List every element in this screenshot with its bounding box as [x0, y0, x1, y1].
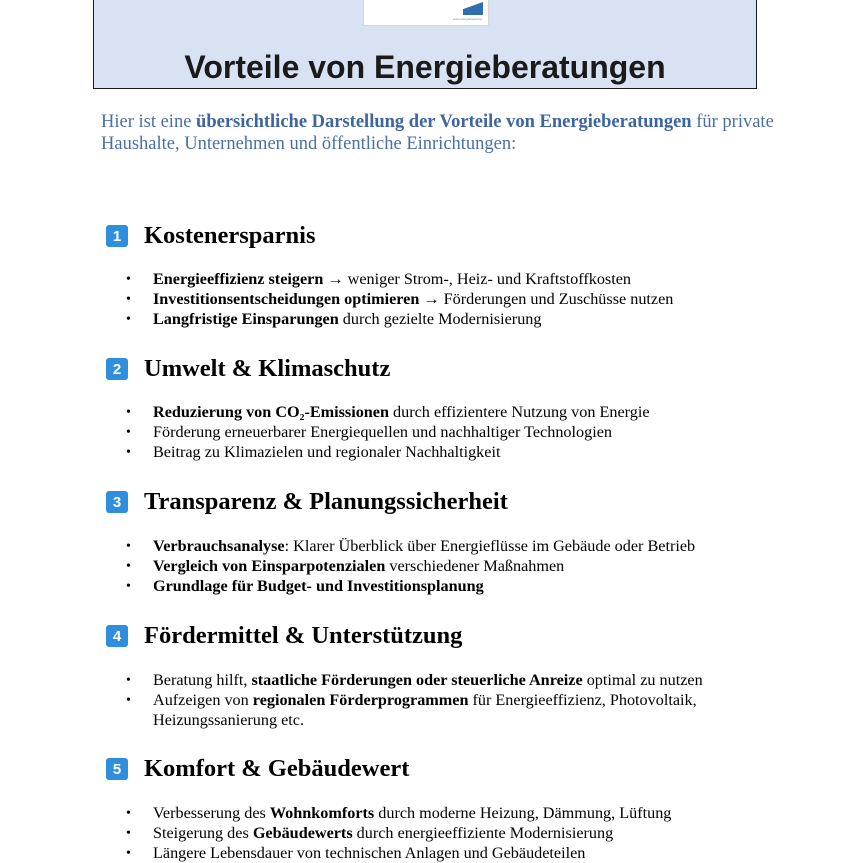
bullet-list	[126, 270, 793, 329]
section-kostenersparnis	[106, 221, 806, 328]
item-bold: Verbrauchsanalyse	[153, 537, 285, 555]
list-item	[126, 671, 793, 691]
section-title: Komfort & Gebäudewert	[144, 755, 410, 782]
section-transparenz	[106, 487, 806, 595]
item-text: Steigerung des	[153, 823, 253, 842]
section-title: Kostenersparnis	[144, 222, 316, 249]
item-bold: Grundlage für Budget- und Investitionsplanung	[153, 576, 484, 595]
list-item	[126, 824, 793, 844]
bullet-list	[126, 804, 793, 863]
number-badge-icon: 2	[106, 358, 128, 380]
item-text: durch moderne Heizung, Dämmung, Lüftung	[374, 804, 672, 822]
item-bold: Vergleich von Einsparpotenzialen	[153, 556, 386, 575]
intro-text-start: Hier ist eine	[101, 112, 197, 132]
item-text: Verbesserung des	[153, 804, 270, 822]
section-komfort-gebaeudewert	[106, 754, 806, 862]
item-text: Förderung erneuerbarer Energiequellen und nachhaltiger Technologien	[153, 422, 612, 441]
number-badge-icon: 5	[106, 758, 128, 780]
intro-paragraph	[101, 111, 791, 155]
item-text: Längere Lebensdauer von technischen Anlagen und Gebäudeteilen	[153, 843, 586, 862]
list-item	[126, 804, 793, 824]
number-badge-icon: 3	[106, 491, 128, 513]
logo	[363, 0, 489, 26]
item-text: Beratung hilft,	[153, 671, 252, 689]
item-bold: Reduzierung von CO₂-Emissionen	[153, 403, 389, 421]
item-text: verschiedener Maßnahmen	[385, 556, 565, 575]
logo-tagline: www.energieberatung	[452, 17, 482, 21]
list-item	[126, 691, 753, 731]
list-item	[126, 290, 793, 310]
section-heading	[106, 221, 806, 251]
section-title: Transparenz & Planungssicherheit	[144, 488, 508, 515]
list-item	[126, 270, 793, 290]
item-bold: Wohnkomforts	[269, 804, 375, 822]
item-text: durch gezielte Modernisierung	[338, 309, 542, 328]
item-bold: Langfristige Einsparungen	[153, 309, 339, 328]
item-bold: Gebäudewerts	[252, 823, 353, 842]
item-text: → Förderungen und Zuschüsse nutzen	[419, 289, 674, 308]
item-text: Aufzeigen von	[153, 690, 253, 709]
section-foerdermittel	[106, 621, 806, 729]
item-text: Beitrag zu Klimazielen und regionaler Nachhaltigkeit	[153, 442, 501, 461]
number-badge-icon: 4	[106, 625, 128, 647]
header-banner	[93, 0, 757, 89]
list-item	[126, 557, 793, 577]
list-item	[126, 310, 793, 330]
bullet-list	[126, 537, 793, 596]
page-title: Vorteile von Energieberatungen	[184, 49, 666, 85]
item-text: : Klarer Überblick über Energieflüsse im Gebäude oder Betrieb	[284, 537, 696, 555]
item-text: durch effizientere Nutzung von Energie	[389, 403, 650, 421]
list-item	[126, 403, 793, 423]
item-bold: staatliche Förderungen oder steuerliche Anreize	[251, 671, 583, 689]
list-item	[126, 537, 793, 557]
section-title: Umwelt & Klimaschutz	[144, 355, 391, 382]
item-bold: Investitionsentscheidungen optimieren	[153, 289, 420, 308]
list-item	[126, 577, 793, 597]
section-title: Fördermittel & Unterstützung	[144, 622, 463, 649]
item-bold: regionalen Förderprogrammen	[252, 690, 469, 709]
number-badge-icon: 1	[106, 225, 128, 247]
bullet-list	[126, 671, 793, 730]
intro-text-bold: übersichtliche Darstellung der Vorteile von Energieberatungen	[196, 112, 692, 132]
item-text: optimal zu nutzen	[582, 671, 703, 689]
list-item	[126, 423, 793, 443]
item-bold: Energieeffizienz steigern	[153, 270, 324, 288]
logo-graphic-icon	[463, 2, 483, 15]
section-heading	[106, 621, 806, 651]
list-item	[126, 443, 793, 463]
section-umwelt-klimaschutz	[106, 354, 806, 461]
list-item	[126, 844, 793, 863]
bullet-list	[126, 403, 793, 462]
item-text: für Energieeffizienz, Photovoltaik, Heizungssanierung etc.	[153, 690, 697, 729]
section-heading	[106, 754, 806, 784]
section-heading	[106, 487, 806, 517]
intro-text-end: für private Haushalte, Unternehmen und öffentliche Einrichtungen:	[101, 112, 774, 154]
item-text: durch energieeffiziente Modernisierung	[352, 823, 614, 842]
section-heading	[106, 354, 806, 384]
item-text: → weniger Strom-, Heiz- und Kraftstoffkosten	[323, 270, 632, 288]
